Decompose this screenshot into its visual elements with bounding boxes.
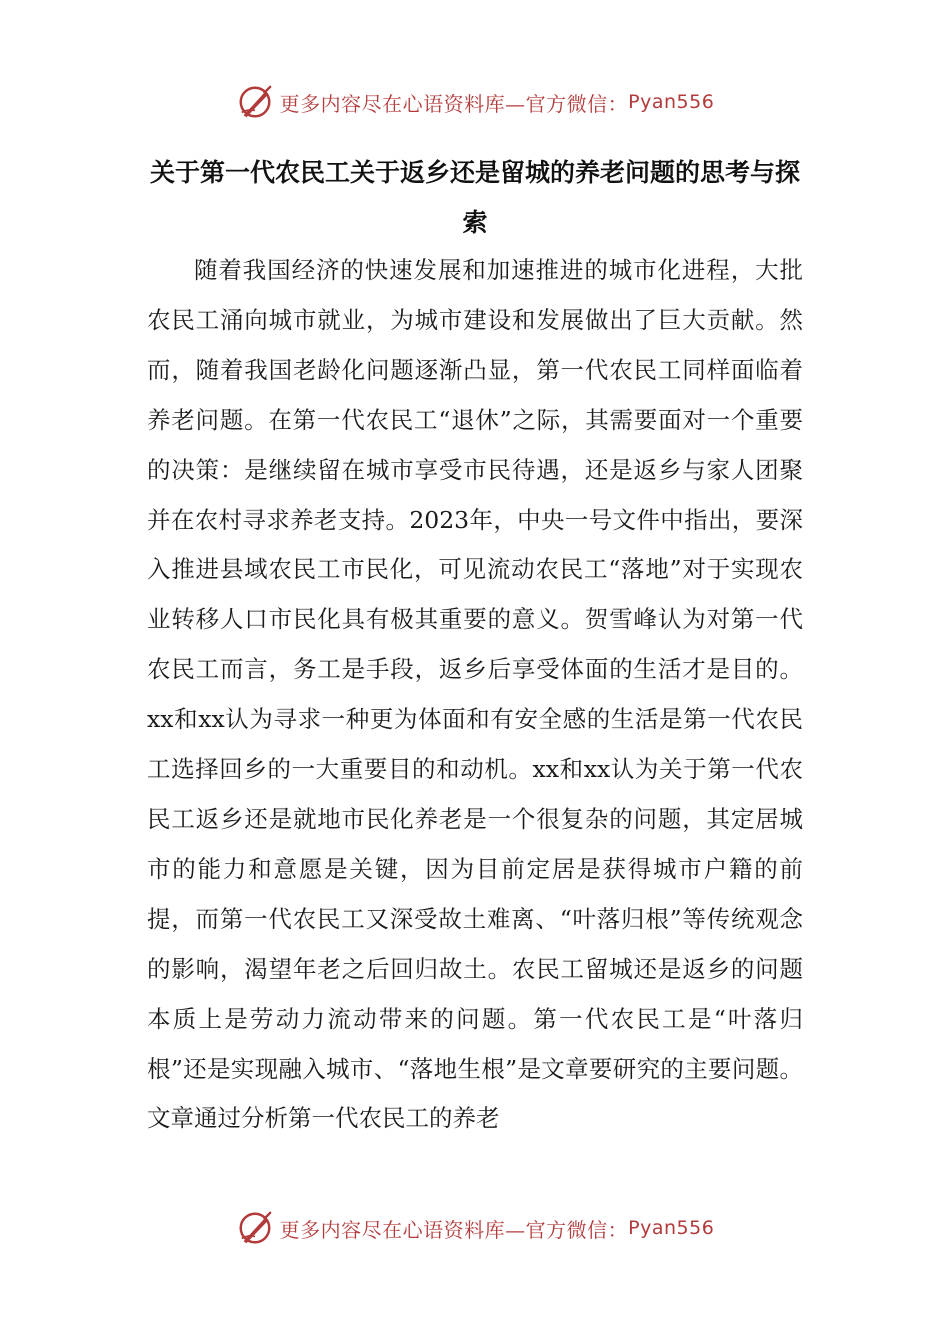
header-banner-text: 更多内容尽在心语资料库—官方微信： <box>279 91 629 116</box>
pen-circle-logo-icon <box>236 83 274 121</box>
header-banner <box>0 80 950 124</box>
footer-banner-handle: Pyan556 <box>628 1217 715 1239</box>
footer-banner-text: 更多内容尽在心语资料库—官方微信： <box>279 1217 629 1242</box>
pen-circle-logo-icon <box>236 1209 274 1247</box>
document-title: 关于第一代农民工关于返乡还是留城的养老问题的思考与探索 <box>149 158 800 237</box>
footer-banner <box>0 1206 950 1250</box>
header-banner-handle: Pyan556 <box>628 91 715 113</box>
body-paragraph: 随着我国经济的快速发展和加速推进的城市化进程，大批农民工涌向城市就业，为城市建设和发展做出了巨大贡献。然而，随着我国老龄化问题逐渐凸显，第一代农民工同样面临着养老问题。在第一代农民工“退休”之际，其需要面对一个重要的决策：是继续留在城市享受市民待遇，还是返乡与家人团聚并在农村寻求养老支持。2023年，中央一号文件中指出，要深入推进县域农民工市民化，可见流动农民工“落地”对于实现农业转移人口市民化具有极其重要的意义。贺雪峰认为对第一代农民工而言，务工是手段，返乡后享受体面的生活才是目的。xx和xx认为寻求一种更为体面和有安全感的生活是第一代农民工选择回乡的一大重要目的和动机。xx和xx认为关于第一代农民工返乡还是就地市民化养老是一个很复杂的问题，其定居城市的能力和意愿是关键，因为目前定居是获得城市户籍的前提，而第一代农民工又深受故土难离、“叶落归根”等传统观念的影响，渴望年老之后回归故土。农民工留城还是返乡的问题本质上是劳动力流动带来的问题。第一代农民工是“叶落归根”还是实现融入城市、“落地生根”是文章要研究的主要问题。文章通过分析第一代农民工的养老 <box>147 256 803 1133</box>
